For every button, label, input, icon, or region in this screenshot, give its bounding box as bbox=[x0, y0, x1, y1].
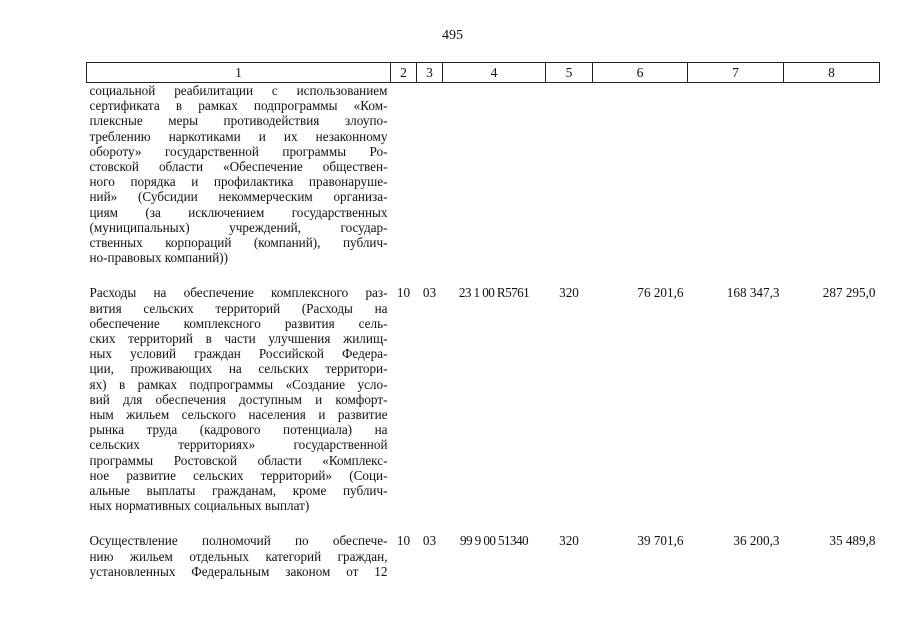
amount-year-2 bbox=[688, 83, 784, 266]
table-row bbox=[87, 83, 880, 266]
amount-year-3: 287 295,0 bbox=[822, 285, 876, 301]
amount-year-2: 36 200,3 bbox=[733, 533, 780, 549]
description-line: установленных Федеральным законом от 12 bbox=[89, 563, 388, 579]
amount-year-3: 35 489,8 bbox=[829, 533, 876, 549]
header-col-5: 5 bbox=[546, 63, 593, 83]
description-line: вития сельских территорий (Расходы на bbox=[89, 300, 388, 316]
expense-type-code: 320 bbox=[559, 533, 579, 549]
header-col-2: 2 bbox=[391, 63, 417, 83]
subsection-code: 03 bbox=[422, 285, 437, 301]
description-line: программы Ростовской области «Комплекс- bbox=[89, 452, 388, 468]
description-line: сертификата в рамках подпрограммы «Ком- bbox=[89, 98, 388, 114]
header-col-8: 8 bbox=[784, 63, 880, 83]
description-line: вий для обеспечения доступным и комфорт- bbox=[89, 391, 388, 407]
description-line: ний» (Субсидии некоммерческим организа- bbox=[89, 189, 388, 205]
row-description bbox=[87, 533, 391, 579]
amount-year-3 bbox=[784, 83, 880, 266]
description-line: стовской области «Обеспечение обществен- bbox=[89, 159, 388, 175]
target-article-code bbox=[443, 83, 546, 266]
page-number: 495 bbox=[442, 28, 463, 43]
description-line: ным жильем сельского населения и развитие bbox=[89, 407, 388, 423]
amount-year-1: 39 701,6 bbox=[637, 533, 684, 549]
description-line: обороту» государственной программы Ро- bbox=[89, 143, 388, 159]
description-line: треблению наркотиками и их незаконному bbox=[89, 128, 388, 144]
expense-type-code bbox=[546, 83, 593, 266]
header-col-7: 7 bbox=[688, 63, 784, 83]
description-line: ции, проживающих на сельских территори- bbox=[89, 361, 388, 377]
section-code bbox=[391, 83, 417, 266]
header-col-1: 1 bbox=[87, 63, 391, 83]
description-line: сельских территориях» государственной bbox=[89, 437, 388, 453]
description-line: ных нормативных социальных выплат) bbox=[89, 498, 310, 514]
expense-type-code: 320 bbox=[559, 285, 579, 301]
description-line: социальной реабилитации с использованием bbox=[89, 83, 388, 98]
section-code: 10 bbox=[396, 533, 411, 549]
header-col-3: 3 bbox=[417, 63, 443, 83]
table-row bbox=[87, 285, 880, 513]
description-line: Расходы на обеспечение комплексного раз- bbox=[89, 285, 388, 301]
section-code: 10 bbox=[396, 285, 411, 301]
table-row bbox=[87, 533, 880, 579]
header-col-6: 6 bbox=[593, 63, 688, 83]
row-spacer bbox=[87, 265, 880, 285]
header-row bbox=[87, 63, 880, 83]
header-col-4: 4 bbox=[443, 63, 546, 83]
description-line: (муниципальных) учреждений, государ- bbox=[89, 219, 388, 235]
description-line: ных условий граждан Российской Федера- bbox=[89, 346, 388, 362]
description-line: ских территорий в части улучшения жилищ- bbox=[89, 331, 388, 347]
subsection-code: 03 bbox=[422, 533, 437, 549]
row-description bbox=[87, 83, 391, 266]
description-line: но-правовых компаний)) bbox=[89, 250, 229, 266]
description-line: ях) в рамках подпрограммы «Создание усло- bbox=[89, 376, 388, 392]
row-spacer bbox=[87, 513, 880, 533]
row-description bbox=[87, 285, 391, 513]
target-article-code: 23 1 00 R5761 bbox=[458, 285, 530, 301]
description-line: нию жильем отдельных категорий граждан, bbox=[89, 548, 388, 564]
description-line: Осуществление полномочий по обеспече- bbox=[89, 533, 388, 549]
description-line: циям (за исключением государственных bbox=[89, 204, 388, 220]
description-line: альные выплаты гражданам, кроме публич- bbox=[89, 483, 388, 499]
table-body bbox=[87, 83, 880, 580]
description-line: плексные меры противодействия злоупо- bbox=[89, 113, 388, 129]
subsection-code bbox=[417, 83, 443, 266]
target-article-code: 99 9 00 51340 bbox=[459, 533, 529, 549]
amount-year-1 bbox=[593, 83, 688, 266]
amount-year-2: 168 347,3 bbox=[726, 285, 780, 301]
table-header bbox=[87, 63, 880, 83]
description-line: обеспечение комплексного развития сель- bbox=[89, 315, 388, 331]
description-line: ное развитие сельских территорий» (Соци- bbox=[89, 467, 388, 483]
budget-table bbox=[86, 62, 880, 579]
description-line: ного порядка и профилактика правонаруше- bbox=[89, 174, 388, 190]
description-line: ственных корпораций (компаний), публич- bbox=[89, 235, 388, 251]
amount-year-1: 76 201,6 bbox=[637, 285, 684, 301]
description-line: рынка труда (кадрового потенциала) на bbox=[89, 422, 388, 438]
